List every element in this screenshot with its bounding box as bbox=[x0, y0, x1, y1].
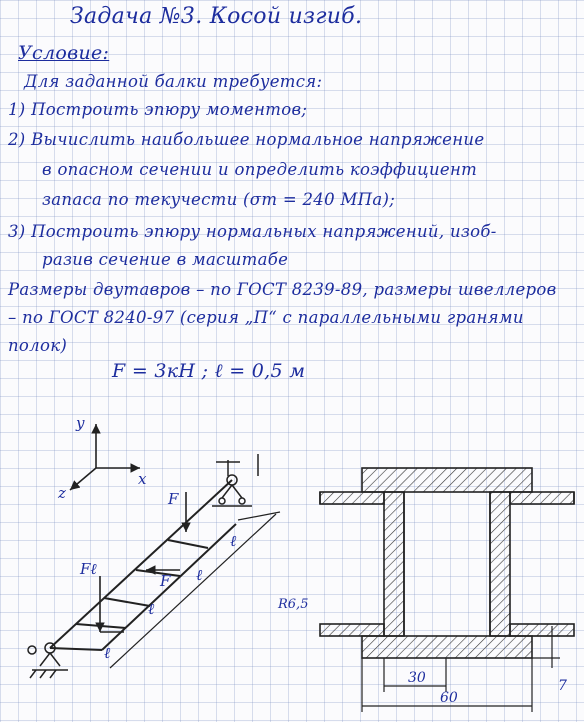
span-label-2: ℓ bbox=[196, 566, 203, 584]
figure bbox=[0, 400, 584, 722]
dimension-lines bbox=[110, 512, 280, 668]
span-label-4: ℓ bbox=[104, 644, 111, 662]
text-line-6: 3) Построить эпюру нормальных напряжений, изоб- bbox=[8, 222, 497, 241]
text-line-1: Для заданной балки требуется: bbox=[24, 72, 323, 91]
axis-x-label: x bbox=[138, 470, 147, 488]
text-line-2: 1) Построить эпюру моментов; bbox=[8, 100, 308, 119]
text-line-4: в опасном сечении и определить коэффициент bbox=[42, 160, 478, 179]
dim-7-label: 7 bbox=[558, 678, 567, 694]
axis-z-label: z bbox=[58, 484, 66, 502]
text-line-8: Размеры двутавров – по ГОСТ 8239-89, размеры швеллеров bbox=[8, 280, 557, 299]
span-label-1: ℓ bbox=[230, 532, 237, 550]
problem-title: Задача №3. Косой изгиб. bbox=[70, 4, 363, 29]
axis-y-label: y bbox=[76, 414, 85, 432]
force-left-label: Fℓ bbox=[80, 560, 97, 578]
cross-section bbox=[320, 468, 574, 658]
support-top bbox=[212, 454, 258, 506]
force-mid-label: F bbox=[160, 572, 171, 590]
force-top-label: F bbox=[168, 490, 179, 508]
text-line-10: полок) bbox=[8, 336, 68, 355]
dim-30-label: 30 bbox=[408, 670, 426, 686]
text-line-7: разив сечение в масштабе bbox=[42, 250, 289, 269]
condition-heading: Условие: bbox=[18, 42, 110, 64]
span-label-3: ℓ bbox=[148, 600, 155, 618]
beam bbox=[50, 480, 236, 650]
text-line-9: – по ГОСТ 8240-97 (серия „П“ с параллельными гранями bbox=[8, 308, 524, 327]
coordinate-axes bbox=[70, 424, 140, 490]
text-line-3: 2) Вычислить наибольшее нормальное напряжение bbox=[8, 130, 485, 149]
text-line-5: запаса по текучести (σт = 240 МПа); bbox=[42, 190, 396, 209]
dim-60-label: 60 bbox=[440, 690, 458, 706]
radius-label: R6,5 bbox=[278, 597, 309, 612]
given-values: F = 3кН ; ℓ = 0,5 м bbox=[112, 360, 306, 382]
